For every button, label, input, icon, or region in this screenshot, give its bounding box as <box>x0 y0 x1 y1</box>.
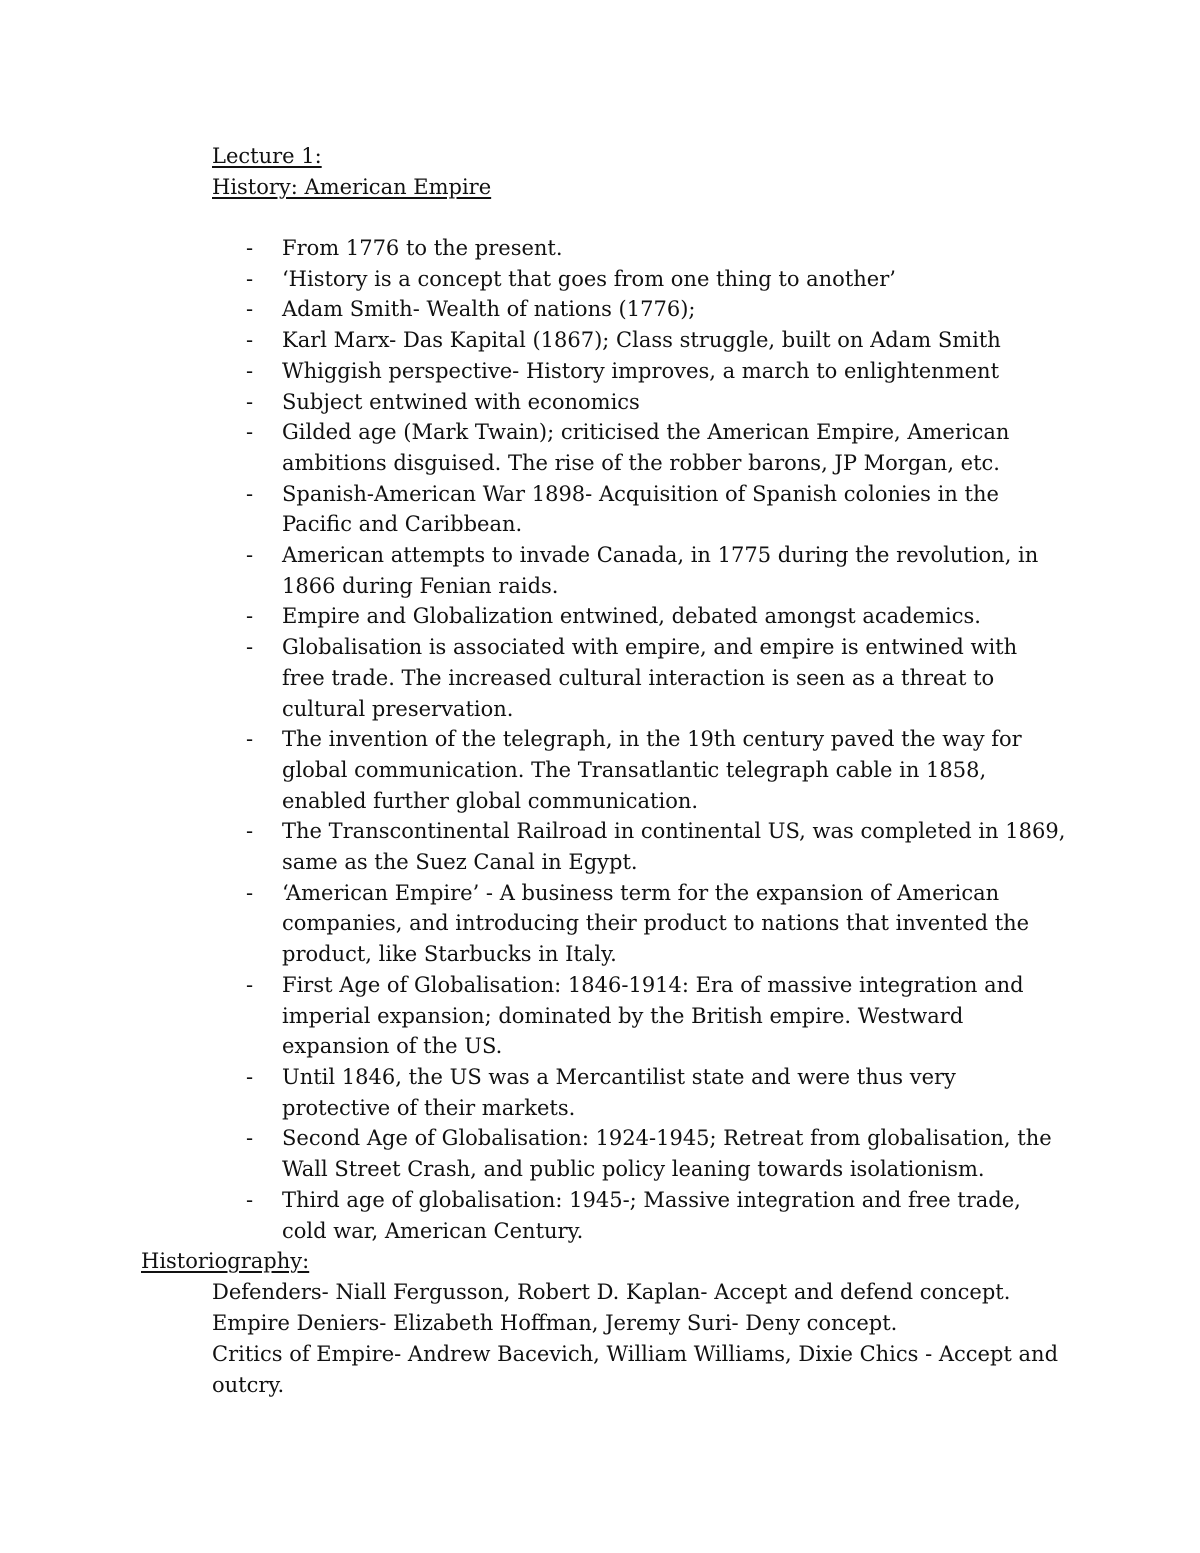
bullet-dash: - <box>246 880 254 905</box>
bullet-dash: - <box>246 358 254 383</box>
bullet-dash: - <box>246 1187 254 1212</box>
bullet-text: Empire and Globalization entwined, debated amongst academics. <box>282 604 981 629</box>
bullet-text: Spanish-American War 1898- Acquisition of Spanish colonies in the Pacific and Caribbean. <box>282 481 999 537</box>
bullet-text: Karl Marx- Das Kapital (1867); Class struggle, built on Adam Smith <box>282 328 1001 353</box>
bullet-dash: - <box>246 1064 254 1089</box>
bullet-dash: - <box>246 236 254 260</box>
lecture-topic-title: History: American Empire <box>212 175 492 199</box>
bullet-dash: - <box>246 297 254 322</box>
bullet-item <box>246 601 1066 632</box>
bullet-dash: - <box>246 420 254 445</box>
bullet-text: From 1776 to the present. <box>282 236 563 260</box>
historiography-section <box>212 1277 1062 1401</box>
historiography-line: Defenders- Niall Fergusson, Robert D. Kaplan- Accept and defend concept. <box>212 1280 1011 1304</box>
bullet-dash: - <box>246 1126 254 1151</box>
bullet-list <box>246 233 1066 1246</box>
bullet-item <box>246 387 1066 418</box>
bullet-item <box>246 325 1066 356</box>
historiography-line: Empire Deniers- Elizabeth Hoffman, Jeremy Suri- Deny concept. <box>212 1311 898 1335</box>
bullet-item <box>246 970 1066 1062</box>
bullet-item <box>246 816 1066 877</box>
bullet-text: ‘American Empire’ - A business term for the expansion of American companies, and introducing their product to nations that invented the product, like Starbucks in Italy. <box>282 880 1030 967</box>
bullet-text: Adam Smith- Wealth of nations (1776); <box>282 297 696 322</box>
bullet-item <box>246 233 1066 264</box>
bullet-text: Gilded age (Mark Twain); criticised the American Empire, American ambitions disguised. The rise of the robber barons, JP Morgan, etc. <box>282 420 1010 475</box>
bullet-dash: - <box>246 604 254 629</box>
bullet-text: Until 1846, the US was a Mercantilist state and were thus very protective of their markets. <box>282 1064 956 1120</box>
lecture-title: Lecture 1: <box>212 144 322 168</box>
bullet-item <box>246 294 1066 325</box>
bullet-item <box>246 264 1066 295</box>
bullet-dash: - <box>246 328 254 353</box>
bullet-text: Subject entwined with economics <box>282 389 640 414</box>
bullet-text: Whiggish perspective- History improves, a march to enlightenment <box>282 358 1000 383</box>
bullet-text: American attempts to invade Canada, in 1775 during the revolution, in 1866 during Fenian raids. <box>282 543 1039 598</box>
bullet-dash: - <box>246 819 254 844</box>
bullet-text: ‘History is a concept that goes from one thing to another’ <box>282 266 896 291</box>
bullet-item <box>246 540 1066 601</box>
bullet-dash: - <box>246 972 254 997</box>
bullet-dash: - <box>246 727 254 752</box>
bullet-text: Globalisation is associated with empire, and empire is entwined with free trade. The increased cultural interaction is seen as a threat to cultural preservation. <box>282 635 1018 721</box>
bullet-item <box>246 356 1066 387</box>
bullet-dash: - <box>246 389 254 414</box>
bullet-dash: - <box>246 481 254 506</box>
bullet-text: Second Age of Globalisation: 1924-1945; Retreat from globalisation, the Wall Street Crash, and public policy leaning towards isolationism. <box>282 1126 1052 1182</box>
bullet-item <box>246 878 1066 970</box>
bullet-item <box>246 1185 1066 1246</box>
bullet-text: The invention of the telegraph, in the 19th century paved the way for global communication. The Transatlantic telegraph cable in 1858, enabled further global communication. <box>282 727 1022 813</box>
bullet-text: First Age of Globalisation: 1846-1914: Era of massive integration and imperial expansion; dominated by the British empire. Westward expansion of the US. <box>282 972 1024 1059</box>
bullet-text: Third age of globalisation: 1945-; Massive integration and free trade, cold war, American Century. <box>282 1187 1021 1243</box>
historiography-line: Critics of Empire- Andrew Bacevich, William Williams, Dixie Chics - Accept and outcry. <box>212 1342 1059 1397</box>
bullet-item <box>246 632 1066 724</box>
bullet-item <box>246 1123 1066 1184</box>
bullet-item <box>246 417 1066 478</box>
bullet-text: The Transcontinental Railroad in continental US, was completed in 1869, same as the Suez Canal in Egypt. <box>282 819 1066 875</box>
bullet-item <box>246 724 1066 816</box>
historiography-heading: Historiography: <box>141 1249 310 1273</box>
bullet-item <box>246 1062 1066 1123</box>
bullet-dash: - <box>246 266 254 291</box>
bullet-item <box>246 479 1066 540</box>
bullet-dash: - <box>246 635 254 660</box>
bullet-dash: - <box>246 543 254 568</box>
